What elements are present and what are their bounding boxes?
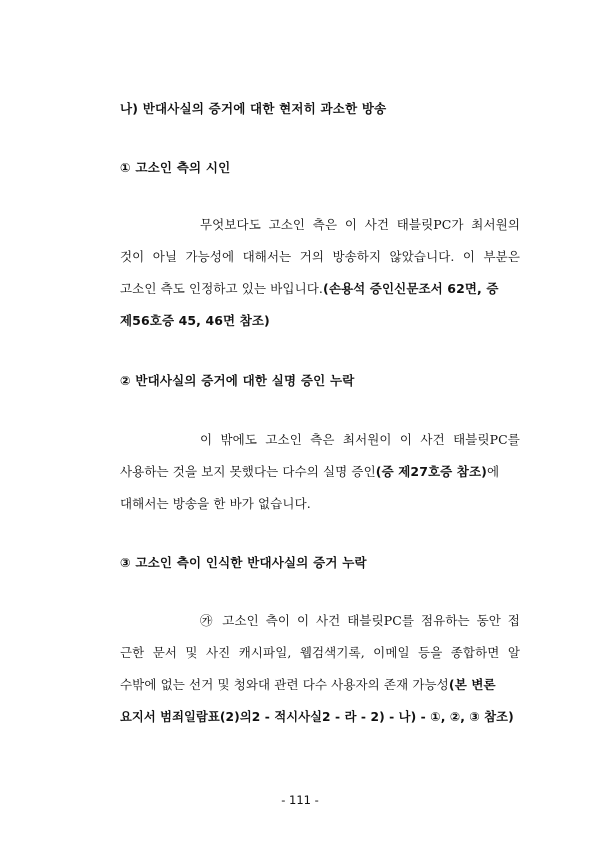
subsection-heading-3: ③ 고소인 측이 인식한 반대사실의 증거 누락 [120, 555, 367, 570]
paragraph-2-line-2 [120, 462, 520, 480]
paragraph-2-line-2-text-a: 사용하는 것을 보지 못했다는 다수의 실명 증인 [120, 464, 376, 479]
paragraph-3-line-2: 근한 문서 및 사진 캐시파일, 웹검색기록, 이메일 등을 종합하면 알 [120, 645, 520, 660]
paragraph-1-line-2: 것이 아닐 가능성에 대해서는 거의 방송하지 않았습니다. 이 부분은 [120, 249, 520, 264]
subsection-heading-2: ② 반대사실의 증거에 대한 실명 증인 누락 [120, 373, 355, 388]
paragraph-2-citation: (증 제27호증 참조) [375, 464, 487, 479]
paragraph-1-citation-start: (손용석 증인신문조서 62면, 증 [323, 281, 499, 296]
paragraph-1-citation-end: 제56호증 45, 46면 참조) [120, 313, 270, 328]
section-heading: 나) 반대사실의 증거에 대한 현저히 과소한 방송 [120, 101, 387, 116]
page-number: - 111 - [281, 793, 319, 807]
paragraph-1-line-1: 무엇보다도 고소인 측은 이 사건 태블릿PC가 최서원의 [200, 217, 520, 232]
paragraph-1-line-3-text: 고소인 측도 인정하고 있는 바입니다. [120, 281, 323, 296]
paragraph-3-citation-start: (본 변론 [448, 677, 496, 692]
paragraph-2-line-3: 대해서는 방송을 한 바가 없습니다. [120, 496, 311, 511]
subsection-heading-1: ① 고소인 측의 시인 [120, 160, 231, 175]
paragraph-3-citation-end: 요지서 범죄일람표(2)의2 - 적시사실2 - 라 - 2) - 나) - ①, ②, ③ 참조) [120, 710, 514, 724]
paragraph-3-line-3 [120, 675, 520, 693]
paragraph-3-line-3-text: 수밖에 없는 선거 및 청와대 관련 다수 사용자의 존재 가능성 [120, 677, 449, 692]
paragraph-2-line-1: 이 밖에도 고소인 측은 최서원이 이 사건 태블릿PC를 [200, 432, 520, 447]
paragraph-1-line-3 [120, 279, 520, 297]
paragraph-3-line-1: ㉮ 고소인 측이 이 사건 태블릿PC를 점유하는 동안 접 [200, 613, 520, 628]
paragraph-2-line-2-text-b: 에 [486, 464, 500, 479]
